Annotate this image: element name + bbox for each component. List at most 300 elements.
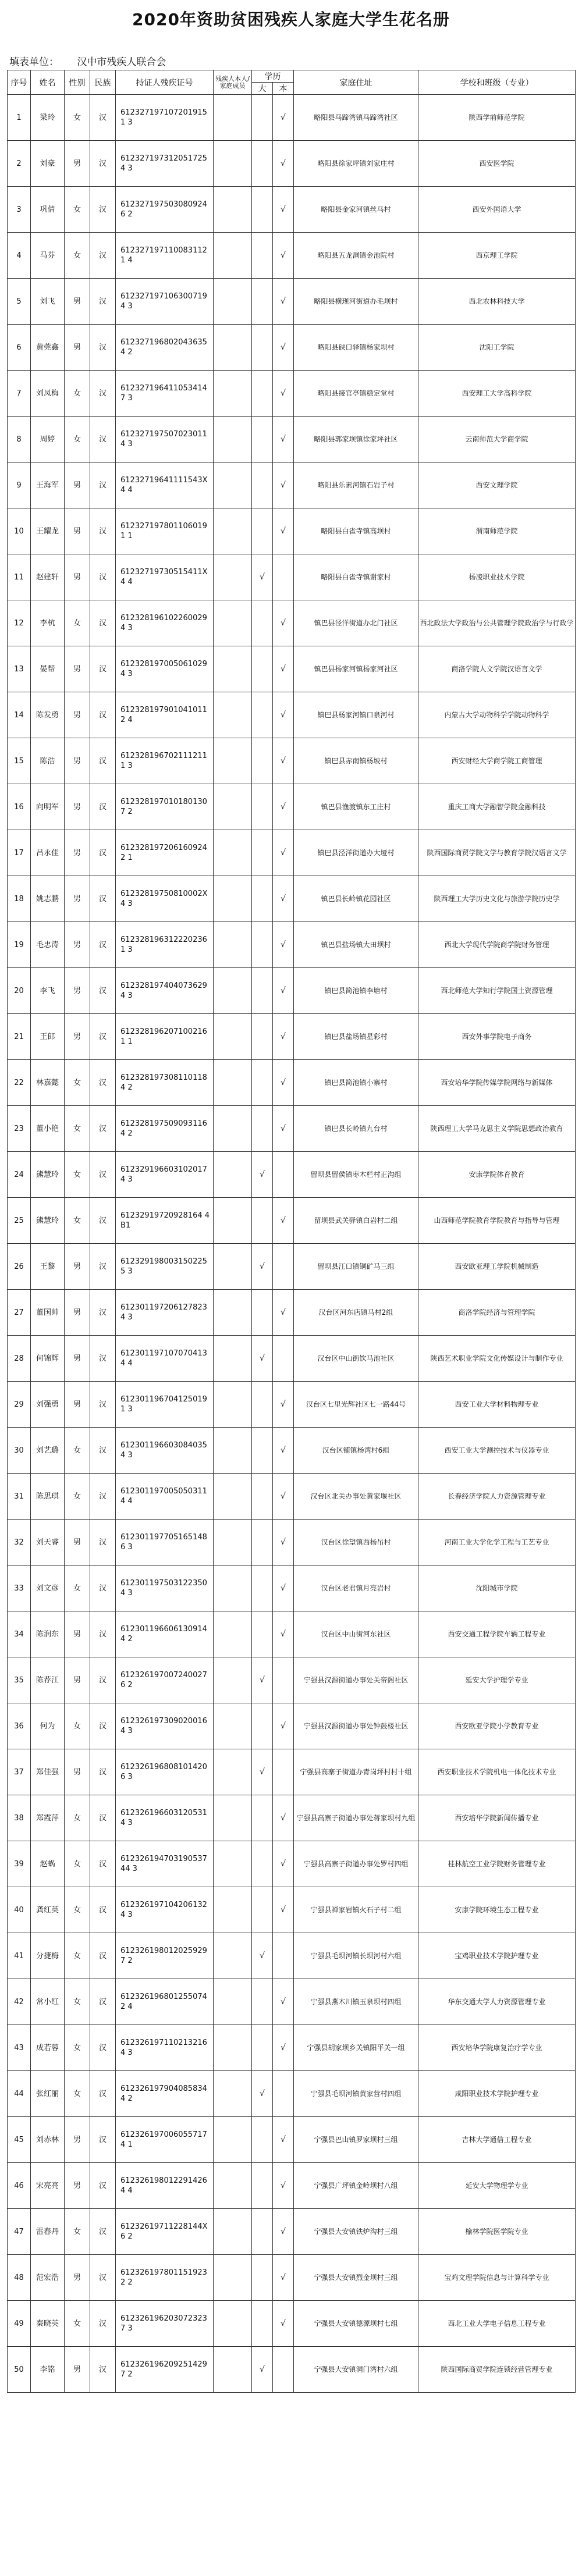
table-row: [8, 1565, 576, 1611]
cell-address: 镇巴县简池镇李塘村: [294, 968, 418, 1014]
cell-edu-big: [252, 968, 273, 1014]
cell-name: 吕永佳: [31, 830, 65, 876]
cell-no: 3: [8, 187, 31, 233]
cell-no: 20: [8, 968, 31, 1014]
table-row: [8, 2163, 576, 2209]
cell-name: 何锦辉: [31, 1336, 65, 1382]
table-row: [8, 2071, 576, 2117]
cell-id: 6123261970072400276 2: [116, 1657, 214, 1703]
cell-edu-big: [252, 1106, 273, 1152]
cell-address: 镇巴县盐场镇星彩村: [294, 1014, 418, 1060]
table-row: [8, 95, 576, 141]
cell-ethnic: 汉: [90, 2255, 116, 2301]
cell-edu-ben: √: [273, 830, 294, 876]
table-row: [8, 1474, 576, 1520]
filler-line: [9, 54, 181, 68]
cell-name: 刘天睿: [31, 1520, 65, 1565]
cell-sex: 女: [65, 1795, 90, 1841]
cell-address: 宁强县高寨子街道办事处蒋家坝村九组: [294, 1795, 418, 1841]
cell-address: 略阳县接官亭镇稳定堂村: [294, 371, 418, 417]
cell-no: 29: [8, 1382, 31, 1428]
cell-status: [214, 1290, 252, 1336]
cell-name: 梁玲: [31, 95, 65, 141]
cell-ethnic: 汉: [90, 1382, 116, 1428]
cell-id: 6123011970050503114 4: [116, 1474, 214, 1520]
cell-status: [214, 830, 252, 876]
cell-edu-big: [252, 417, 273, 462]
table-row: [8, 1014, 576, 1060]
cell-status: [214, 2209, 252, 2255]
cell-edu-ben: [273, 2347, 294, 2393]
cell-id: 6123261978011519232 2: [116, 2255, 214, 2301]
cell-sex: 女: [65, 233, 90, 279]
cell-ethnic: 汉: [90, 2071, 116, 2117]
cell-sex: 男: [65, 738, 90, 784]
cell-id: 6123281973081101184 2: [116, 1060, 214, 1106]
cell-sex: 女: [65, 1703, 90, 1749]
cell-edu-big: [252, 508, 273, 554]
cell-school: 延安大学物理学专业: [418, 2163, 576, 2209]
table-row: [8, 1152, 576, 1198]
cell-sex: 男: [65, 1611, 90, 1657]
cell-no: 15: [8, 738, 31, 784]
cell-school: 陕西艺术职业学院文化传媒设计与制作专业: [418, 1336, 576, 1382]
cell-school: 沈阳工学院: [418, 325, 576, 371]
table-row: [8, 325, 576, 371]
cell-status: [214, 1520, 252, 1565]
cell-edu-ben: √: [273, 233, 294, 279]
cell-address: 汉台区河东店镇马村2组: [294, 1290, 418, 1336]
cell-no: 42: [8, 1979, 31, 2025]
cell-name: 刘文彦: [31, 1565, 65, 1611]
cell-ethnic: 汉: [90, 1198, 116, 1244]
cell-no: 34: [8, 1611, 31, 1657]
cell-ethnic: 汉: [90, 508, 116, 554]
cell-sex: 女: [65, 2301, 90, 2347]
cell-status: [214, 1060, 252, 1106]
cell-status: [214, 600, 252, 646]
cell-id: 6123281970050610294 3: [116, 646, 214, 692]
cell-name: 姚志鹏: [31, 876, 65, 922]
table-row: [8, 2301, 576, 2347]
cell-id: 6123011967041250191 3: [116, 1382, 214, 1428]
cell-edu-ben: √: [273, 738, 294, 784]
cell-edu-ben: √: [273, 692, 294, 738]
cell-edu-big: [252, 187, 273, 233]
cell-edu-ben: √: [273, 417, 294, 462]
cell-id: 6123281972061609242 1: [116, 830, 214, 876]
cell-status: [214, 1657, 252, 1703]
table-row: [8, 1244, 576, 1290]
cell-address: 镇巴县长岭镇九台村: [294, 1106, 418, 1152]
cell-edu-ben: √: [273, 1887, 294, 1933]
cell-name: 宋亮亮: [31, 2163, 65, 2209]
cell-edu-big: √: [252, 2071, 273, 2117]
cell-edu-big: [252, 2117, 273, 2163]
cell-no: 4: [8, 233, 31, 279]
table-row: [8, 1841, 576, 1887]
cell-id: 6123261980120259297 2: [116, 1933, 214, 1979]
cell-name: 王海军: [31, 462, 65, 508]
cell-sex: 男: [65, 279, 90, 325]
cell-address: 留坝县留侯镇枣木栏村正沟组: [294, 1152, 418, 1198]
cell-no: 21: [8, 1014, 31, 1060]
cell-edu-big: [252, 1887, 273, 1933]
cell-no: 16: [8, 784, 31, 830]
cell-ethnic: 汉: [90, 141, 116, 187]
cell-no: 28: [8, 1336, 31, 1382]
cell-address: 宁强县大安镇烈金坝村三组: [294, 2255, 418, 2301]
cell-school: 西安理工大学高科学院: [418, 371, 576, 417]
cell-name: 李杭: [31, 600, 65, 646]
cell-school: 云南师范大学商学院: [418, 417, 576, 462]
cell-edu-big: [252, 1703, 273, 1749]
cell-edu-big: [252, 1979, 273, 2025]
cell-id: 6123271968020436354 2: [116, 325, 214, 371]
cell-edu-ben: √: [273, 1060, 294, 1106]
cell-sex: 男: [65, 830, 90, 876]
cell-no: 44: [8, 2071, 31, 2117]
cell-address: 宁强县广坪镇金岭坝村八组: [294, 2163, 418, 2209]
cell-edu-big: [252, 1382, 273, 1428]
cell-edu-ben: √: [273, 2255, 294, 2301]
page-title: 2020年资助贫困残疾人家庭大学生花名册: [132, 10, 450, 29]
cell-no: 31: [8, 1474, 31, 1520]
cell-ethnic: 汉: [90, 233, 116, 279]
cell-name: 郑霞萍: [31, 1795, 65, 1841]
cell-address: 留坝县武关驿镇白岩村二组: [294, 1198, 418, 1244]
cell-id: 6123261971042061324 3: [116, 1887, 214, 1933]
cell-name: 毛忠涛: [31, 922, 65, 968]
cell-sex: 男: [65, 1382, 90, 1428]
table-row: [8, 1611, 576, 1657]
cell-school: 西安培华学院传媒学院网络与新媒体: [418, 1060, 576, 1106]
cell-school: 宝鸡文理学院信息与计算科学专业: [418, 2255, 576, 2301]
cell-edu-big: [252, 738, 273, 784]
cell-name: 何为: [31, 1703, 65, 1749]
cell-id: 6123261968081014206 3: [116, 1749, 214, 1795]
cell-status: [214, 2071, 252, 2117]
cell-id: 6123281962071002161 1: [116, 1014, 214, 1060]
cell-school: 商洛学院经济与管理学院: [418, 1290, 576, 1336]
table-row: [8, 646, 576, 692]
cell-sex: 男: [65, 141, 90, 187]
cell-name: 范宏浩: [31, 2255, 65, 2301]
cell-edu-big: [252, 876, 273, 922]
cell-address: 宁强县高寨子街道办青岗坪村村十组: [294, 1749, 418, 1795]
cell-name: 王耀龙: [31, 508, 65, 554]
cell-status: [214, 554, 252, 600]
cell-name: 周婷: [31, 417, 65, 462]
cell-edu-big: [252, 279, 273, 325]
cell-name: 向明军: [31, 784, 65, 830]
cell-status: [214, 1795, 252, 1841]
cell-status: [214, 325, 252, 371]
cell-sex: 女: [65, 371, 90, 417]
cell-edu-ben: [273, 1152, 294, 1198]
cell-name: 分捷梅: [31, 1933, 65, 1979]
cell-name: 王黎: [31, 1244, 65, 1290]
cell-edu-ben: [273, 1336, 294, 1382]
cell-ethnic: 汉: [90, 1014, 116, 1060]
cell-id: 6123271964110534147 3: [116, 371, 214, 417]
cell-ethnic: 汉: [90, 1428, 116, 1474]
cell-edu-big: [252, 1520, 273, 1565]
cell-ethnic: 汉: [90, 830, 116, 876]
cell-status: [214, 1382, 252, 1428]
cell-no: 25: [8, 1198, 31, 1244]
cell-edu-big: [252, 1841, 273, 1887]
cell-name: 刘豪: [31, 141, 65, 187]
cell-edu-ben: √: [273, 2209, 294, 2255]
cell-school: 西安外事学院电子商务: [418, 1014, 576, 1060]
cell-edu-ben: √: [273, 1520, 294, 1565]
cell-sex: 男: [65, 922, 90, 968]
cell-address: 宁强县禅家岩镇火石子村二组: [294, 1887, 418, 1933]
cell-edu-big: [252, 1014, 273, 1060]
cell-ethnic: 汉: [90, 1290, 116, 1336]
cell-address: 略阳县横现河街道办毛坝村: [294, 279, 418, 325]
cell-id: 6123271975070230114 3: [116, 417, 214, 462]
cell-no: 18: [8, 876, 31, 922]
cell-address: 略阳县郭家坝镇徐家坪社区: [294, 417, 418, 462]
cell-school: 陕西理工大学马克思主义学院思想政治教育: [418, 1106, 576, 1152]
cell-no: 49: [8, 2301, 31, 2347]
cell-ethnic: 汉: [90, 784, 116, 830]
cell-sex: 女: [65, 1198, 90, 1244]
cell-edu-ben: √: [273, 2301, 294, 2347]
cell-address: 宁强县大安镇铁炉沟村三组: [294, 2209, 418, 2255]
cell-school: 吉林大学通信工程专业: [418, 2117, 576, 2163]
table-row: [8, 1933, 576, 1979]
cell-id: 6123261980122914264 4: [116, 2163, 214, 2209]
cell-edu-ben: [273, 1244, 294, 1290]
table-row: [8, 371, 576, 417]
header-status: 残疾人本人/家庭成员: [214, 70, 252, 95]
cell-name: 董国帅: [31, 1290, 65, 1336]
cell-sex: 女: [65, 1474, 90, 1520]
cell-edu-ben: √: [273, 1428, 294, 1474]
cell-name: 巩倩: [31, 187, 65, 233]
cell-name: 郑佳强: [31, 1749, 65, 1795]
cell-id: 6123271971100831121 4: [116, 233, 214, 279]
cell-ethnic: 汉: [90, 1520, 116, 1565]
cell-name: 陈发勇: [31, 692, 65, 738]
cell-edu-ben: √: [273, 1979, 294, 2025]
cell-address: 宁强县巴山镇罗家坝村三组: [294, 2117, 418, 2163]
cell-address: 汉台区中山街河东社区: [294, 1611, 418, 1657]
cell-school: 咸阳职业技术学院护理专业: [418, 2071, 576, 2117]
cell-sex: 男: [65, 1014, 90, 1060]
cell-sex: 女: [65, 1152, 90, 1198]
cell-status: [214, 2301, 252, 2347]
cell-ethnic: 汉: [90, 968, 116, 1014]
cell-status: [214, 371, 252, 417]
cell-address: 略阳县徐家坪镇刘家庄村: [294, 141, 418, 187]
cell-id: 6123281970101801307 2: [116, 784, 214, 830]
cell-ethnic: 汉: [90, 417, 116, 462]
cell-sex: 女: [65, 2025, 90, 2071]
cell-name: 熊慧玲: [31, 1198, 65, 1244]
table-row: [8, 830, 576, 876]
cell-name: 雷春丹: [31, 2209, 65, 2255]
cell-school: 西北工业大学电子信息工程专业: [418, 2301, 576, 2347]
cell-name: 马芬: [31, 233, 65, 279]
cell-status: [214, 2347, 252, 2393]
cell-no: 45: [8, 2117, 31, 2163]
header-no: 序号: [8, 70, 31, 95]
cell-address: 汉台区北关办事处黄家堰社区: [294, 1474, 418, 1520]
cell-ethnic: 汉: [90, 1565, 116, 1611]
cell-sex: 女: [65, 95, 90, 141]
cell-id: 6123261966031205314 3: [116, 1795, 214, 1841]
cell-no: 41: [8, 1933, 31, 1979]
cell-no: 8: [8, 417, 31, 462]
cell-sex: 男: [65, 1520, 90, 1565]
cell-edu-big: [252, 2163, 273, 2209]
cell-edu-big: [252, 830, 273, 876]
cell-status: [214, 1979, 252, 2025]
cell-edu-big: [252, 1611, 273, 1657]
cell-name: 李飞: [31, 968, 65, 1014]
cell-school: 西安工业大学测控技术与仪器专业: [418, 1428, 576, 1474]
cell-ethnic: 汉: [90, 1795, 116, 1841]
cell-address: 宁强县高寨子街道办事处罗村四组: [294, 1841, 418, 1887]
table-row: [8, 784, 576, 830]
cell-no: 1: [8, 95, 31, 141]
cell-ethnic: 汉: [90, 95, 116, 141]
cell-edu-ben: √: [273, 1106, 294, 1152]
cell-no: 35: [8, 1657, 31, 1703]
cell-address: 汉台区中山街饮马池社区: [294, 1336, 418, 1382]
cell-address: 镇巴县杨家河镇口泉河村: [294, 692, 418, 738]
cell-school: 山西师范学院教育学院教育与指导与管理: [418, 1198, 576, 1244]
cell-edu-big: [252, 1290, 273, 1336]
cell-address: 汉台区铺镇杨湾村6组: [294, 1428, 418, 1474]
cell-no: 6: [8, 325, 31, 371]
cell-ethnic: 汉: [90, 922, 116, 968]
cell-sex: 男: [65, 1290, 90, 1336]
cell-school: 西安欧亚学院小学教育专业: [418, 1703, 576, 1749]
cell-edu-ben: √: [273, 876, 294, 922]
cell-edu-big: √: [252, 2347, 273, 2393]
header-id: 持证人残疾证号: [116, 70, 214, 95]
cell-no: 19: [8, 922, 31, 968]
cell-name: 成若蓉: [31, 2025, 65, 2071]
cell-id: 6123271973120517254 3: [116, 141, 214, 187]
header-edu-group: 学历: [252, 70, 294, 83]
cell-school: 西北大学现代学院商学院财务管理: [418, 922, 576, 968]
cell-id: 6123261968012550742 4: [116, 1979, 214, 2025]
cell-no: 32: [8, 1520, 31, 1565]
cell-address: 略阳县硖口驿镇杨家坝村: [294, 325, 418, 371]
cell-id: 6123271971072019151 3: [116, 95, 214, 141]
cell-address: 宁强县毛坝河镇长坝河村六组: [294, 1933, 418, 1979]
cell-school: 陕西学前师范学院: [418, 95, 576, 141]
cell-edu-ben: √: [273, 1565, 294, 1611]
cell-name: 陈荐江: [31, 1657, 65, 1703]
cell-id: 6123271975030809246 2: [116, 187, 214, 233]
cell-edu-big: [252, 2301, 273, 2347]
cell-ethnic: 汉: [90, 2025, 116, 2071]
cell-sex: 男: [65, 462, 90, 508]
cell-no: 40: [8, 1887, 31, 1933]
cell-edu-big: [252, 462, 273, 508]
cell-no: 30: [8, 1428, 31, 1474]
cell-school: 长春经济学院人力资源管理专业: [418, 1474, 576, 1520]
cell-no: 37: [8, 1749, 31, 1795]
cell-no: 26: [8, 1244, 31, 1290]
cell-edu-ben: √: [273, 922, 294, 968]
cell-address: 宁强县汉源街道办事处钟鼓楼社区: [294, 1703, 418, 1749]
cell-edu-ben: √: [273, 508, 294, 554]
cell-id: 6123291980031502255 3: [116, 1244, 214, 1290]
cell-school: 延安大学护理学专业: [418, 1657, 576, 1703]
cell-sex: 女: [65, 1933, 90, 1979]
cell-school: 安康学院体育教育: [418, 1152, 576, 1198]
cell-id: 6123261962092514297 2: [116, 2347, 214, 2393]
cell-edu-big: [252, 1060, 273, 1106]
cell-status: [214, 738, 252, 784]
table-row: [8, 876, 576, 922]
table-row: [8, 1428, 576, 1474]
cell-address: 汉台区老君镇月亮岩村: [294, 1565, 418, 1611]
cell-status: [214, 417, 252, 462]
cell-edu-big: [252, 692, 273, 738]
cell-id: 61232719730515411X4 4: [116, 554, 214, 600]
cell-status: [214, 1106, 252, 1152]
cell-ethnic: 汉: [90, 1703, 116, 1749]
cell-ethnic: 汉: [90, 1657, 116, 1703]
cell-no: 27: [8, 1290, 31, 1336]
cell-status: [214, 2117, 252, 2163]
cell-address: 宁强县大安镇德源坝村七组: [294, 2301, 418, 2347]
cell-no: 10: [8, 508, 31, 554]
cell-status: [214, 2255, 252, 2301]
cell-ethnic: 汉: [90, 692, 116, 738]
cell-edu-big: [252, 1565, 273, 1611]
table-row: [8, 1198, 576, 1244]
cell-sex: 女: [65, 2071, 90, 2117]
cell-edu-ben: √: [273, 1795, 294, 1841]
cell-address: 汉台区徐望镇西杨吊村: [294, 1520, 418, 1565]
cell-status: [214, 462, 252, 508]
cell-edu-big: [252, 371, 273, 417]
cell-school: 西安欧亚理工学院机械制造: [418, 1244, 576, 1290]
cell-sex: 男: [65, 1657, 90, 1703]
cell-school: 西安医学院: [418, 141, 576, 187]
cell-edu-ben: √: [273, 325, 294, 371]
cell-school: 渭南师范学院: [418, 508, 576, 554]
cell-school: 西京理工学院: [418, 233, 576, 279]
cell-edu-big: [252, 1198, 273, 1244]
cell-id: 61232719641111543X4 4: [116, 462, 214, 508]
cell-status: [214, 646, 252, 692]
cell-edu-big: [252, 2255, 273, 2301]
cell-id: 6123261970060557174 1: [116, 2117, 214, 2163]
cell-id: 6123291966031020174 3: [116, 1152, 214, 1198]
cell-edu-big: [252, 922, 273, 968]
table-row: [8, 1106, 576, 1152]
cell-no: 47: [8, 2209, 31, 2255]
table-row: [8, 462, 576, 508]
table-row: [8, 1657, 576, 1703]
cell-name: 陈润东: [31, 1611, 65, 1657]
cell-name: 张红丽: [31, 2071, 65, 2117]
table-row: [8, 2255, 576, 2301]
cell-school: 榆林学院医学院专业: [418, 2209, 576, 2255]
cell-status: [214, 876, 252, 922]
